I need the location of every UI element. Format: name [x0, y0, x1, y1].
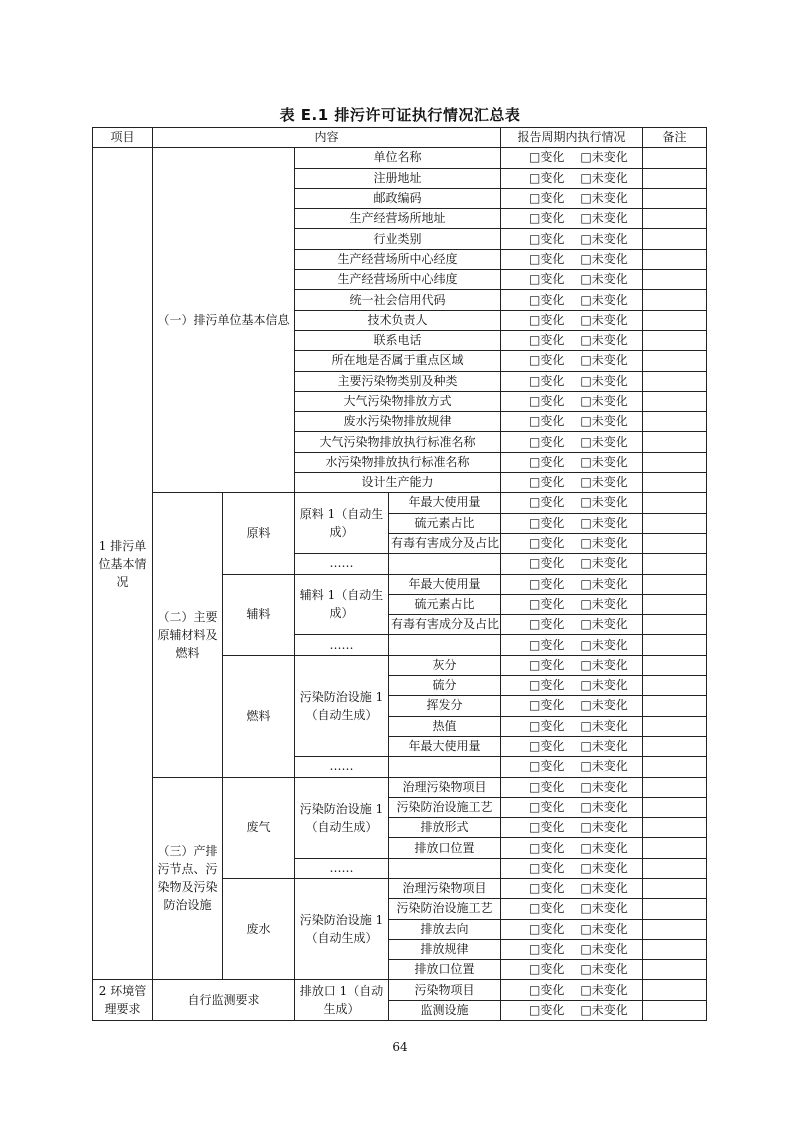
remark-cell — [643, 290, 707, 310]
checkbox-unchanged[interactable]: □未变化 — [580, 698, 628, 713]
generated-item: 原料 1（自动生成） — [295, 493, 389, 554]
detail-item: 热值 — [389, 716, 501, 736]
checkbox-changed[interactable]: □变化 — [529, 962, 565, 977]
table-title: 表 E.1 排污许可证执行情况汇总表 — [279, 106, 521, 124]
status-cell[interactable] — [501, 533, 643, 553]
remark-cell — [643, 188, 707, 208]
status-cell[interactable] — [501, 939, 643, 959]
basic-info-item: 废水污染物排放规律 — [295, 412, 501, 432]
detail-item: 有毒有害成分及占比 — [389, 615, 501, 635]
detail-item: 硫元素占比 — [389, 513, 501, 533]
checkbox-changed[interactable]: □变化 — [529, 475, 565, 490]
checkbox-changed[interactable]: □变化 — [529, 454, 565, 469]
status-cell[interactable] — [501, 1000, 643, 1020]
status-cell[interactable] — [501, 270, 643, 290]
category-label: 燃料 — [223, 655, 295, 777]
remark-cell — [643, 797, 707, 817]
status-cell[interactable] — [501, 452, 643, 472]
checkbox-changed[interactable]: □变化 — [529, 942, 565, 957]
checkbox-unchanged[interactable]: □未变化 — [580, 982, 628, 997]
remark-cell — [643, 270, 707, 290]
remark-cell — [643, 676, 707, 696]
remark-cell — [643, 351, 707, 371]
detail-item: 年最大使用量 — [389, 574, 501, 594]
checkbox-unchanged[interactable]: □未变化 — [580, 556, 628, 571]
remark-cell — [643, 554, 707, 574]
checkbox-unchanged[interactable]: □未变化 — [580, 536, 628, 551]
more-item: …… — [295, 635, 389, 655]
remark-cell — [643, 878, 707, 898]
detail-item — [389, 554, 501, 574]
generated-item: 污染防治设施 1（自动生成） — [295, 878, 389, 979]
remark-cell — [643, 330, 707, 350]
remark-cell — [643, 696, 707, 716]
remark-cell — [643, 635, 707, 655]
status-cell[interactable] — [501, 655, 643, 675]
status-cell[interactable] — [501, 696, 643, 716]
status-cell[interactable] — [501, 757, 643, 777]
status-cell[interactable] — [501, 554, 643, 574]
basic-info-item: 联系电话 — [295, 330, 501, 350]
monitor-label: 自行监测要求 — [153, 980, 295, 1021]
checkbox-unchanged[interactable]: □未变化 — [580, 150, 628, 165]
detail-item: 硫分 — [389, 676, 501, 696]
checkbox-unchanged[interactable]: □未变化 — [580, 596, 628, 611]
header-remark: 备注 — [643, 128, 707, 148]
detail-item: 污染防治设施工艺 — [389, 899, 501, 919]
checkbox-unchanged[interactable]: □未变化 — [580, 637, 628, 652]
remark-cell — [643, 594, 707, 614]
basic-info-item: 所在地是否属于重点区域 — [295, 351, 501, 371]
generated-item: 污染防治设施 1（自动生成） — [295, 655, 389, 756]
checkbox-changed[interactable]: □变化 — [529, 251, 565, 266]
status-cell[interactable] — [501, 351, 643, 371]
remark-cell — [643, 391, 707, 411]
checkbox-changed[interactable]: □变化 — [529, 515, 565, 530]
checkbox-unchanged[interactable]: □未变化 — [580, 251, 628, 266]
detail-item: 年最大使用量 — [389, 493, 501, 513]
status-cell[interactable] — [501, 838, 643, 858]
detail-item: 硫元素占比 — [389, 594, 501, 614]
status-cell[interactable] — [501, 188, 643, 208]
checkbox-changed[interactable]: □变化 — [529, 860, 565, 875]
status-cell[interactable] — [501, 432, 643, 452]
remark-cell — [643, 716, 707, 736]
remark-cell — [643, 899, 707, 919]
remark-cell — [643, 1000, 707, 1020]
status-cell[interactable] — [501, 209, 643, 229]
checkbox-changed[interactable]: □变化 — [529, 170, 565, 185]
remark-cell — [643, 818, 707, 838]
basic-info-item: 行业类别 — [295, 229, 501, 249]
remark-cell — [643, 655, 707, 675]
remark-cell — [643, 148, 707, 168]
detail-item: 污染物项目 — [389, 980, 501, 1000]
generated-item: 辅料 1（自动生成） — [295, 574, 389, 635]
section-2-label: 2 环境管理要求 — [93, 980, 153, 1021]
checkbox-unchanged[interactable]: □未变化 — [580, 840, 628, 855]
basic-info-item: 大气污染物排放执行标准名称 — [295, 432, 501, 452]
checkbox-changed[interactable]: □变化 — [529, 921, 565, 936]
checkbox-changed[interactable]: □变化 — [529, 982, 565, 997]
detail-item: 排放口位置 — [389, 838, 501, 858]
materials-label: （二）主要原辅材料及燃料 — [153, 493, 223, 777]
basic-info-item: 生产经营场所地址 — [295, 209, 501, 229]
checkbox-changed[interactable]: □变化 — [529, 657, 565, 672]
status-cell[interactable] — [501, 330, 643, 350]
table-row — [93, 777, 707, 797]
detail-item — [389, 635, 501, 655]
basic-info-item: 设计生产能力 — [295, 473, 501, 493]
checkbox-changed[interactable]: □变化 — [529, 901, 565, 916]
basic-info-label: （一）排污单位基本信息 — [153, 148, 295, 493]
remark-cell — [643, 574, 707, 594]
status-cell[interactable] — [501, 290, 643, 310]
status-cell[interactable] — [501, 777, 643, 797]
checkbox-unchanged[interactable]: □未变化 — [580, 373, 628, 388]
basic-info-item: 统一社会信用代码 — [295, 290, 501, 310]
checkbox-changed[interactable]: □变化 — [529, 556, 565, 571]
detail-item: 有毒有害成分及占比 — [389, 533, 501, 553]
checkbox-unchanged[interactable]: □未变化 — [580, 211, 628, 226]
remark-cell — [643, 310, 707, 330]
status-cell[interactable] — [501, 878, 643, 898]
checkbox-unchanged[interactable]: □未变化 — [580, 1002, 628, 1017]
detail-item: 排放口位置 — [389, 960, 501, 980]
checkbox-changed[interactable]: □变化 — [529, 779, 565, 794]
checkbox-unchanged[interactable]: □未变化 — [580, 353, 628, 368]
checkbox-changed[interactable]: □变化 — [529, 231, 565, 246]
checkbox-unchanged[interactable]: □未变化 — [580, 170, 628, 185]
checkbox-unchanged[interactable]: □未变化 — [580, 678, 628, 693]
checkbox-changed[interactable]: □变化 — [529, 292, 565, 307]
basic-info-item: 技术负责人 — [295, 310, 501, 330]
checkbox-unchanged[interactable]: □未变化 — [580, 942, 628, 957]
checkbox-changed[interactable]: □变化 — [529, 759, 565, 774]
checkbox-changed[interactable]: □变化 — [529, 333, 565, 348]
detail-item: 监测设施 — [389, 1000, 501, 1020]
status-cell[interactable] — [501, 797, 643, 817]
category-label: 原料 — [223, 493, 295, 574]
checkbox-unchanged[interactable]: □未变化 — [580, 312, 628, 327]
status-cell[interactable] — [501, 391, 643, 411]
status-cell[interactable] — [501, 310, 643, 330]
checkbox-changed[interactable]: □变化 — [529, 434, 565, 449]
basic-info-item: 生产经营场所中心纬度 — [295, 270, 501, 290]
more-item: …… — [295, 757, 389, 777]
checkbox-unchanged[interactable]: □未变化 — [580, 454, 628, 469]
detail-item — [389, 757, 501, 777]
checkbox-unchanged[interactable]: □未变化 — [580, 434, 628, 449]
checkbox-changed[interactable]: □变化 — [529, 536, 565, 551]
status-cell[interactable] — [501, 615, 643, 635]
detail-item: 污染防治设施工艺 — [389, 797, 501, 817]
header-status: 报告周期内执行情况 — [501, 128, 643, 148]
status-cell[interactable] — [501, 676, 643, 696]
checkbox-unchanged[interactable]: □未变化 — [580, 515, 628, 530]
status-cell[interactable] — [501, 594, 643, 614]
checkbox-unchanged[interactable]: □未变化 — [580, 475, 628, 490]
checkbox-unchanged[interactable]: □未变化 — [580, 394, 628, 408]
detail-item: 年最大使用量 — [389, 736, 501, 756]
checkbox-unchanged[interactable]: □未变化 — [580, 495, 628, 510]
status-cell[interactable] — [501, 716, 643, 736]
remark-cell — [643, 229, 707, 249]
status-cell[interactable] — [501, 574, 643, 594]
detail-item — [389, 858, 501, 878]
remark-cell — [643, 980, 707, 1000]
checkbox-unchanged[interactable]: □未变化 — [580, 860, 628, 875]
remark-cell — [643, 473, 707, 493]
basic-info-item: 单位名称 — [295, 148, 501, 168]
checkbox-changed[interactable]: □变化 — [529, 820, 565, 835]
category-label: 废水 — [223, 878, 295, 979]
checkbox-changed[interactable]: □变化 — [529, 718, 565, 733]
checkbox-changed[interactable]: □变化 — [529, 272, 565, 287]
checkbox-unchanged[interactable]: □未变化 — [580, 191, 628, 206]
category-label: 废气 — [223, 777, 295, 878]
checkbox-unchanged[interactable]: □未变化 — [580, 718, 628, 733]
checkbox-changed[interactable]: □变化 — [529, 596, 565, 611]
checkbox-unchanged[interactable]: □未变化 — [580, 333, 628, 348]
checkbox-changed[interactable]: □变化 — [529, 150, 565, 165]
status-cell[interactable] — [501, 371, 643, 391]
checkbox-changed[interactable]: □变化 — [529, 698, 565, 713]
checkbox-changed[interactable]: □变化 — [529, 312, 565, 327]
checkbox-changed[interactable]: □变化 — [529, 211, 565, 226]
remark-cell — [643, 513, 707, 533]
status-cell[interactable] — [501, 168, 643, 188]
basic-info-item: 大气污染物排放方式 — [295, 391, 501, 411]
section-1-label: 1 排污单位基本情况 — [93, 148, 153, 980]
status-cell[interactable] — [501, 736, 643, 756]
checkbox-unchanged[interactable]: □未变化 — [580, 292, 628, 307]
more-item: …… — [295, 554, 389, 574]
checkbox-changed[interactable]: □变化 — [529, 637, 565, 652]
detail-item: 治理污染物项目 — [389, 878, 501, 898]
checkbox-unchanged[interactable]: □未变化 — [580, 779, 628, 794]
checkbox-changed[interactable]: □变化 — [529, 840, 565, 855]
remark-cell — [643, 858, 707, 878]
header-content: 内容 — [153, 128, 501, 148]
checkbox-unchanged[interactable]: □未变化 — [580, 881, 628, 896]
checkbox-changed[interactable]: □变化 — [529, 576, 565, 591]
checkbox-changed[interactable]: □变化 — [529, 394, 565, 408]
table-row — [93, 980, 707, 1000]
checkbox-changed[interactable]: □变化 — [529, 495, 565, 510]
status-cell[interactable] — [501, 960, 643, 980]
remark-cell — [643, 757, 707, 777]
header-item: 项目 — [93, 128, 153, 148]
checkbox-unchanged[interactable]: □未变化 — [580, 739, 628, 754]
table-row — [93, 148, 707, 168]
checkbox-changed[interactable]: □变化 — [529, 617, 565, 632]
checkbox-changed[interactable]: □变化 — [529, 799, 565, 814]
basic-info-item: 生产经营场所中心经度 — [295, 249, 501, 269]
table-row — [93, 128, 707, 148]
remark-cell — [643, 939, 707, 959]
checkbox-unchanged[interactable]: □未变化 — [580, 617, 628, 632]
detail-item: 排放去向 — [389, 919, 501, 939]
remark-cell — [643, 452, 707, 472]
checkbox-changed[interactable]: □变化 — [529, 191, 565, 206]
checkbox-changed[interactable]: □变化 — [529, 353, 565, 368]
status-cell[interactable] — [501, 513, 643, 533]
category-label: 辅料 — [223, 574, 295, 655]
remark-cell — [643, 615, 707, 635]
checkbox-changed[interactable]: □变化 — [529, 1002, 565, 1017]
checkbox-unchanged[interactable]: □未变化 — [580, 901, 628, 916]
detail-item: 治理污染物项目 — [389, 777, 501, 797]
status-cell[interactable] — [501, 919, 643, 939]
status-cell[interactable] — [501, 858, 643, 878]
checkbox-unchanged[interactable]: □未变化 — [580, 820, 628, 835]
remark-cell — [643, 736, 707, 756]
remark-cell — [643, 209, 707, 229]
detail-item: 挥发分 — [389, 696, 501, 716]
checkbox-changed[interactable]: □变化 — [529, 881, 565, 896]
checkbox-unchanged[interactable]: □未变化 — [580, 657, 628, 672]
detail-item: 排放形式 — [389, 818, 501, 838]
checkbox-changed[interactable]: □变化 — [529, 678, 565, 693]
status-cell[interactable] — [501, 473, 643, 493]
remark-cell — [643, 249, 707, 269]
status-cell[interactable] — [501, 899, 643, 919]
page-number: 64 — [392, 1040, 408, 1054]
checkbox-unchanged[interactable]: □未变化 — [580, 231, 628, 246]
checkbox-changed[interactable]: □变化 — [529, 739, 565, 754]
remark-cell — [643, 371, 707, 391]
status-cell[interactable] — [501, 980, 643, 1000]
status-cell[interactable] — [501, 148, 643, 168]
status-cell[interactable] — [501, 635, 643, 655]
generated-item: 污染防治设施 1（自动生成） — [295, 777, 389, 858]
status-cell[interactable] — [501, 493, 643, 513]
checkbox-unchanged[interactable]: □未变化 — [580, 414, 628, 429]
checkbox-unchanged[interactable]: □未变化 — [580, 799, 628, 814]
table-row — [93, 493, 707, 513]
checkbox-unchanged[interactable]: □未变化 — [580, 962, 628, 977]
remark-cell — [643, 777, 707, 797]
remark-cell — [643, 960, 707, 980]
remark-cell — [643, 493, 707, 513]
summary-table — [92, 127, 707, 1021]
remark-cell — [643, 919, 707, 939]
status-cell[interactable] — [501, 229, 643, 249]
checkbox-unchanged[interactable]: □未变化 — [580, 759, 628, 774]
detail-item: 排放规律 — [389, 939, 501, 959]
checkbox-changed[interactable]: □变化 — [529, 414, 565, 429]
generated-item: 排放口 1（自动生成） — [295, 980, 389, 1021]
checkbox-changed[interactable]: □变化 — [529, 373, 565, 388]
detail-item: 灰分 — [389, 655, 501, 675]
basic-info-item: 水污染物排放执行标准名称 — [295, 452, 501, 472]
status-cell[interactable] — [501, 412, 643, 432]
remark-cell — [643, 432, 707, 452]
basic-info-item: 主要污染物类别及种类 — [295, 371, 501, 391]
pollution-label: （三）产排污节点、污染物及污染防治设施 — [153, 777, 223, 980]
remark-cell — [643, 533, 707, 553]
status-cell[interactable] — [501, 818, 643, 838]
basic-info-item: 注册地址 — [295, 168, 501, 188]
more-item: …… — [295, 858, 389, 878]
checkbox-unchanged[interactable]: □未变化 — [580, 576, 628, 591]
checkbox-unchanged[interactable]: □未变化 — [580, 272, 628, 287]
checkbox-unchanged[interactable]: □未变化 — [580, 921, 628, 936]
remark-cell — [643, 168, 707, 188]
remark-cell — [643, 838, 707, 858]
remark-cell — [643, 412, 707, 432]
status-cell[interactable] — [501, 249, 643, 269]
basic-info-item: 邮政编码 — [295, 188, 501, 208]
